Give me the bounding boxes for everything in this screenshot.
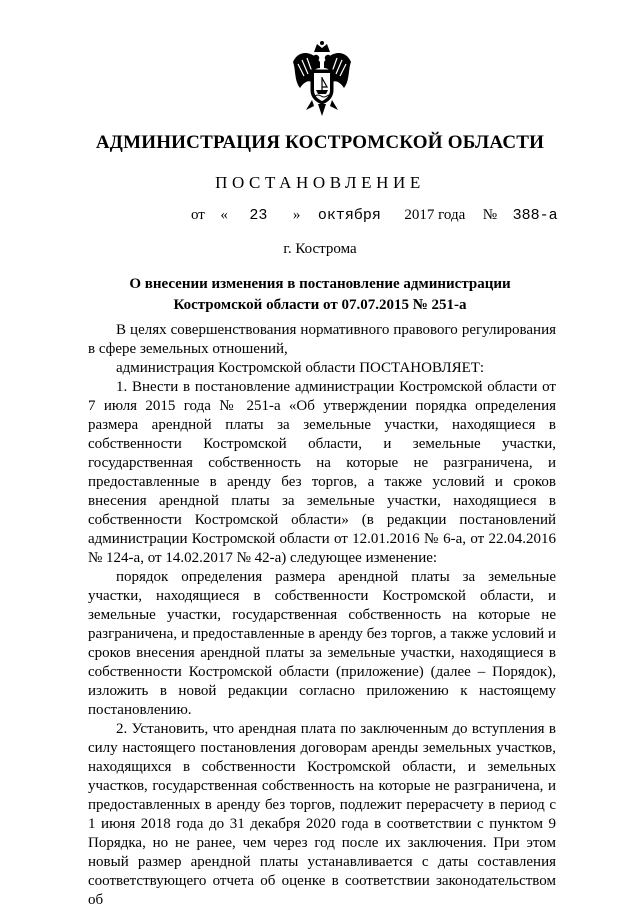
paragraph: В целях совершенствования нормативного правового регулирования в сфере земельных отношений, — [88, 322, 556, 357]
doc-type-heading: ПОСТАНОВЛЕНИЕ — [215, 173, 425, 192]
paragraph: порядок определения размера арендной платы за земельные участки, находящиеся в собственности Костромской области, и земельные участки, государственная собственность на которые не разграничена, и предоставленные в аренду без торгов, а также условий и сроков внесения арендной платы за земельные участки, находящиеся в собственности Костромской области (приложение) (далее – Порядок), изложить в новой редакции согласно приложению к настоящему постановлению. — [88, 569, 556, 718]
quote-open: « — [220, 207, 228, 223]
subject-line-2: Костромской области от 07.07.2015 № 251-а — [173, 297, 467, 313]
quote-close: » — [292, 207, 301, 223]
paragraph: 1. Внести в постановление администрации Костромской области от 7 июля 2015 года № 251-а «Об утверждении порядка определения размера арендной платы за земельные участки, находящиеся в собственности Костромской области, и земельные участки, государственная собственность на которые не разграничена, и предоставленные в аренду без торгов, а также условий и сроков внесения арендной платы за земельные участки, находящиеся в собственности Костромской области» (в редакции постановлений администрации Костромской области от 12.01.2016 № 6-а, от 22.04.2016 № 124-а, от 14.02.2017 № 42-а) следующее изменение: — [88, 379, 556, 566]
org-title: АДМИНИСТРАЦИЯ КОСТРОМСКОЙ ОБЛАСТИ — [95, 132, 545, 153]
date-month: октября — [317, 207, 381, 224]
paragraph: 2. Установить, что арендная плата по заключенным до вступления в силу настоящего постановления договорам аренды земельных участков, находящихся в собственности Костромской области, и земельных участков, государственная собственность на которые не разграничена, и предоставленных в аренду без торгов, подлежит перерасчету в период с 1 июня 2018 года до 31 декабря 2020 года в соответствии с пунктом 9 Порядка, но не ранее, чем через год после их заключения. При этом новый размер арендной платы устанавливается с даты составления соответствующего отчета об оценке в соответствии законодательством об — [88, 721, 556, 908]
date-year: 2017 года — [404, 207, 466, 223]
date-prefix: от — [191, 207, 205, 223]
city: г. Кострома — [283, 241, 357, 257]
date-line — [191, 207, 558, 224]
doc-number: 388-а — [512, 207, 558, 224]
body-text — [88, 321, 556, 910]
subject-line-1: О внесении изменения в постановление администрации — [129, 276, 511, 292]
date-day: 23 — [249, 207, 268, 224]
number-sign: № — [482, 207, 498, 223]
paragraph: администрация Костромской области ПОСТАНОВЛЯЕТ: — [116, 360, 485, 376]
doc-subject — [100, 274, 540, 316]
coat-of-arms-icon — [290, 40, 354, 118]
